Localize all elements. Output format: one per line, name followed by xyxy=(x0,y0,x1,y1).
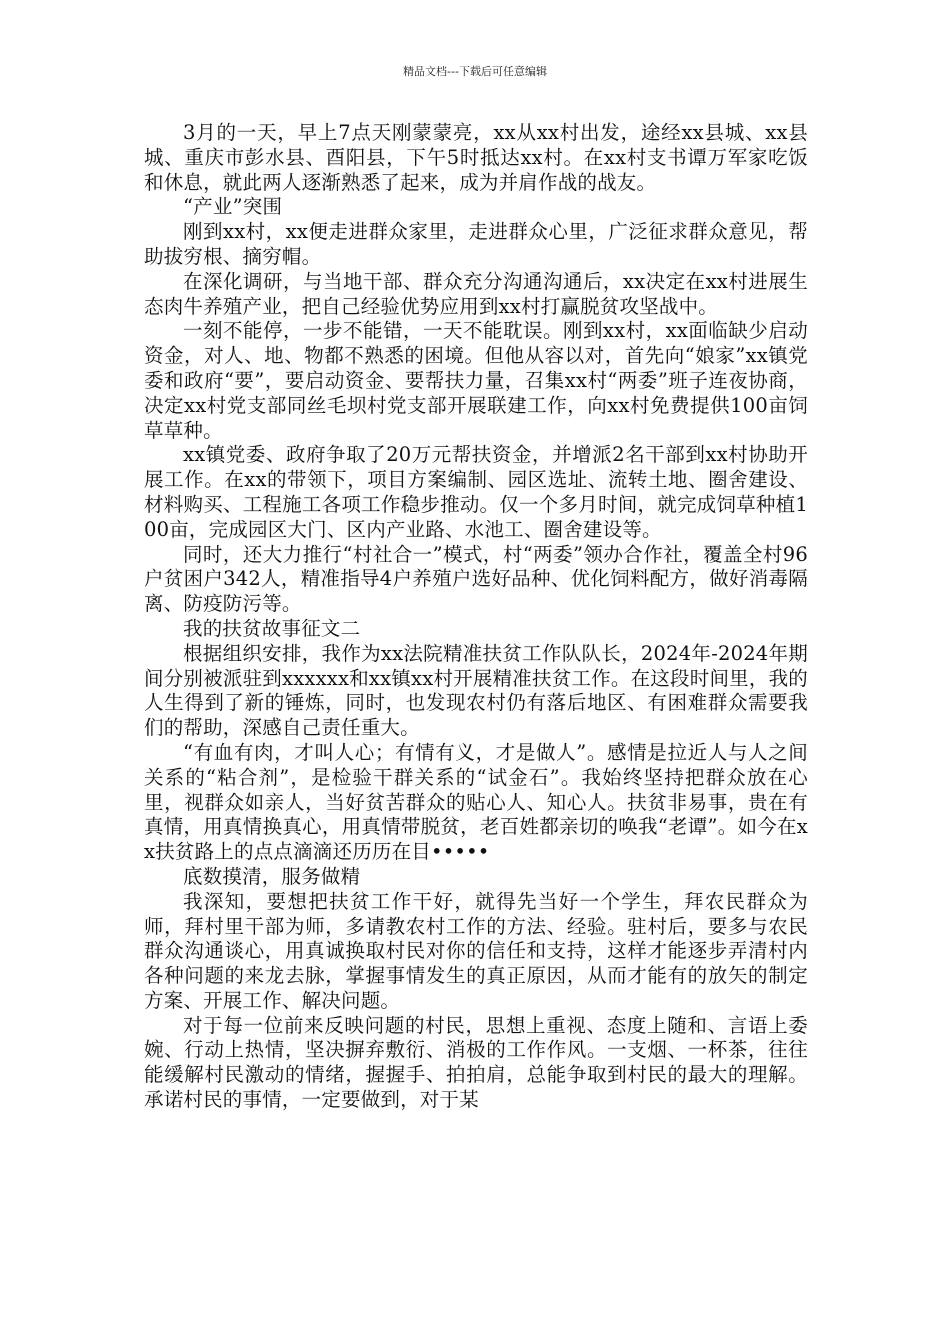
section-heading-industry: “产业”突围 xyxy=(183,195,283,219)
paragraph-cooperative: 同时，还大力推行“村社合一”模式，村“两委”领办合作社，覆盖全村96户贫困户342人，精准指导4户养殖户选好品种、优化饲料配方，做好消毒隔离、防疫防污等。 xyxy=(144,542,808,616)
paragraph-sincerity: “有血有肉，才叫人心；有情有义，才是做人”。感情是拉近人与人之间关系的“粘合剂”，是检验干群关系的“试金石”。我始终坚持把群众放在心里，视群众如亲人，当好贫苦群众的贴心人、知心人。扶贫非易事，贵在有真情，用真情换真心，用真情带脱贫，老百姓都亲切的唤我“老谭”。如今在xx扶贫路上的点点滴滴还历历在目••••• xyxy=(144,740,808,864)
essay-title-two: 我的扶贫故事征文二 xyxy=(183,616,361,640)
paragraph-research: 在深化调研，与当地干部、群众充分沟通沟通后，xx决定在xx村进展生态肉牛养殖产业，把自己经验优势应用到xx村打赢脱贫攻坚战中。 xyxy=(144,269,808,318)
paragraph-startup: 一刻不能停，一步不能错，一天不能耽误。刚到xx村，xx面临缺少启动资金，对人、地、物都不熟悉的困境。但他从容以对，首先向“娘家”xx镇党委和政府“要”，要启动资金、要帮扶力量，召集xx村“两委”班子连夜协商，决定xx村党支部同丝毛坝村党支部开展联建工作，向xx村免费提供100亩饲草草种。 xyxy=(144,319,808,442)
paragraph-assignment: 根据组织安排，我作为xx法院精准扶贫工作队队长，2024年-2024年期间分别被派驻到xxxxxx和xx镇xx村开展精准扶贫工作。在这段时间里，我的人生得到了新的锤炼，同时，也发现农村仍有落后地区、有困难群众需要我们的帮助，深感自己责任重大。 xyxy=(144,641,808,740)
paragraph-arrival: 刚到xx村，xx便走进群众家里，走进群众心里，广泛征求群众意见，帮助拔穷根、摘穷帽。 xyxy=(144,220,808,268)
paragraph-funding: xx镇党委、政府争取了20万元帮扶资金，并增派2名干部到xx村协助开展工作。在xx的带领下，项目方案编制、园区选址、流转土地、圈舍建设、材料购买、工程施工各项工作稳步推动。仅一个多月时间，就完成饲草种植100亩，完成园区大门、区内产业路、水池工、圈舍建设等。 xyxy=(144,443,808,541)
page-header: 精品文档---下载后可任意编辑 xyxy=(403,65,547,78)
paragraph-villagers: 对于每一位前来反映问题的村民，思想上重视、态度上随和、言语上委婉、行动上热情，坚决摒弃敷衍、消极的工作作风。一支烟、一杯茶，往往能缓解村民激动的情绪，握握手、拍拍肩，总能争取到村民的最大的理解。承诺村民的事情，一定要做到，对于某 xyxy=(144,1013,808,1112)
paragraph-departure: 3月的一天，早上7点天刚蒙蒙亮，xx从xx村出发，途经xx县城、xx县城、重庆市彭水县、酉阳县，下午5时抵达xx村。在xx村支书谭万军家吃饭和休息，就此两人逐渐熟悉了起来，成为并肩作战的战友。 xyxy=(144,121,808,194)
document-body xyxy=(144,121,808,1113)
paragraph-learning: 我深知，要想把扶贫工作干好，就得先当好一个学生，拜农民群众为师，拜村里干部为师，多请教农村工作的方法、经验。驻村后，要多与农民群众沟通谈心，用真诚换取村民对你的信任和支持，这样才能逐步弄清村内各种问题的来龙去脉，掌握事情发生的真正原因，从而才能有的放矢的制定方案、开展工作、解决问题。 xyxy=(144,889,808,1012)
section-heading-service: 底数摸清，服务做精 xyxy=(183,864,361,888)
